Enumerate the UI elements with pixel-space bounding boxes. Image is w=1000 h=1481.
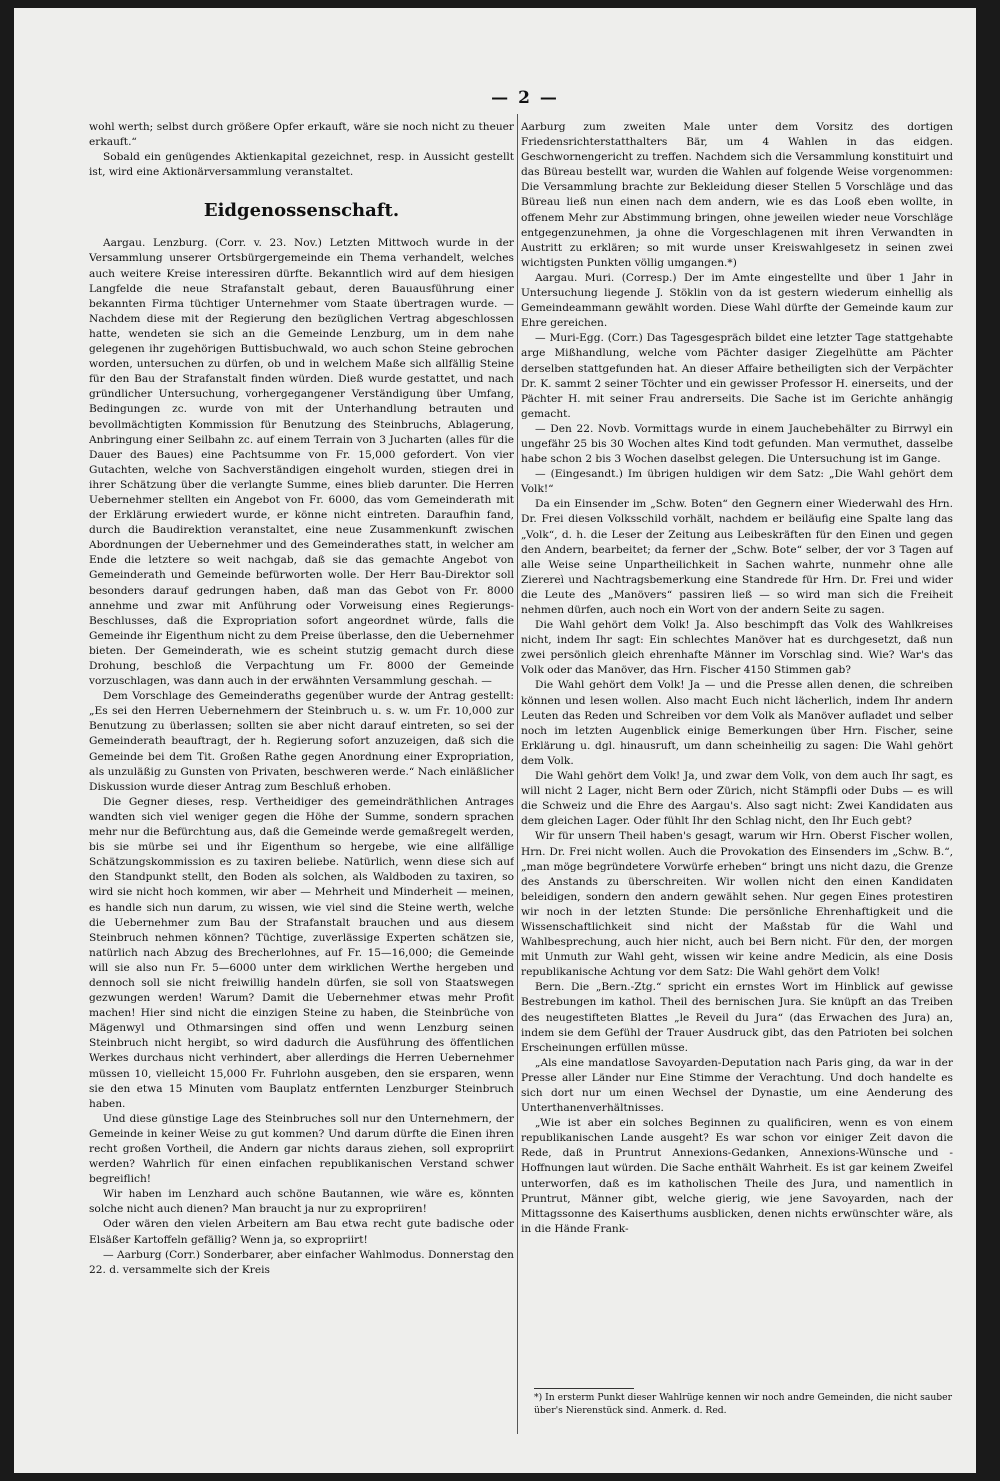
article-paragraph: „Wie ist aber ein solches Beginnen zu qualificiren, wenn es von einem republikanischen Lande ausgeht? Es war schon vor einiger Zeit davon die Rede, daß in Pruntrut Annexions-Gedanken, Annexions-Wünsche und -Hoffnungen laut würden. Die Sache enthält Wahrheit. Es ist gar keinem Zweifel unterworfen, daß es im katholischen Theile des Jura, und namentlich in Pruntrut, Männer gibt, welche gierig, wie jene Savoyarden, nach der Mittagssonne des Kaiserthums ausblicken, denen nichts erwünschter wäre, als in die Hände Frank- (521, 1117, 953, 1235)
article-paragraph: — Den 22. Novb. Vormittags wurde in einem Jauchebehälter zu Birrwyl ein ungefähr 25 bis 30 Wochen altes Kind todt gefunden. Man vermuthet, dasselbe habe schon 2 bis 3 Wochen daselbst gelegen. Die Untersuchung ist im Gange. (521, 422, 953, 466)
article-paragraph: Aargau. Lenzburg. (Corr. v. 23. Nov.) Letzten Mittwoch wurde in der Versammlung unserer Ortsbürgergemeinde ein Thema verhandelt, welches auch weitere Kreise interessiren dürfte. Bekanntlich wird auf dem hiesigen Langfelde die neue Strafanstalt gebaut, deren Bauausführung einer bekannten Firma tüchtiger Unternehmer vom Staate übertragen wurde. — Nachdem diese mit der Regierung den bezüglichen Vertrag abgeschlossen hatte, wendeten sie sich an die Gemeinde Lenzburg, um in dem nahe gelegenen ihr zugehörigen Buttisbuchwald, wo auch schon Steine gebrochen worden, untersuchen zu dürfen, ob und in welchem Maße sich allfällig Steine für den Bau der Strafanstalt finden würden. Dieß wurde gestattet, und nach gründlicher Untersuchung, vorhergegangener Verständigung über Umfang, Bedingungen zc. wurde von mit der Unterhandlung betrauten und bevollmächtigten Kommission für Benutzung des Steinbruchs, Ablagerung, Anbringung einer Seilbahn zc. auf einem Terrain von 3 Jucharten (alles für die Dauer des Baues) eine Pachtsumme von Fr. 15,000 gefordert. Von vier Gutachten, welche von Sachverständigen eingeholt wurden, stiegen drei in ihrer Schätzung über die verlangte Summe, eines blieb darunter. Die Herren Uebernehmer stellten ein Angebot von Fr. 6000, das vom Gemeinderath mit der Erklärung erwiedert wurde, er könne nicht eintreten. Daraufhin fand, durch die Baudirektion veranstaltet, eine neue Zusammenkunft zwischen Abordnungen der Uebernehmer und des Gemeinderathes statt, in welcher am Ende die letztere so weit nachgab, daß sie das gemachte Angebot von Gemeinderath und Gemeinde befürworten wolle. Der Herr Bau-Direktor soll besonders darauf gedrungen haben, daß man das Gebot von Fr. 8000 annehme und zwar mit Anführung oder Vorweisung eines Regierungs-Beschlusses, daß die Expropriation sofort angeordnet würde, falls die Gemeinde ihr Eigenthum nicht zu dem Preise überlasse, den die Uebernehmer bieten. Der Gemeinderath, wie es scheint stutzig gemacht durch diese Drohung, beschloß die Verpachtung um Fr. 8000 der Gemeinde vorzuschlagen, was dann auch in der erwähnten Versammlung geschah. — (89, 237, 514, 688)
article-paragraph: Aargau. Muri. (Corresp.) Der im Amte eingestellte und über 1 Jahr in Untersuchung liegende J. Stöklin von da ist gestern wiederum einhellig als Gemeindeammann gewählt worden. Diese Wahl dürfte der Gemeinde kaum zur Ehre gereichen. (521, 271, 953, 330)
footnote-text: *) In ersterm Punkt dieser Wahlrüge kennen wir noch andre Gemeinden, die nicht sauber über's Nierenstück sind. (534, 1392, 952, 1416)
article-paragraph: Die Wahl gehört dem Volk! Ja, und zwar dem Volk, von dem auch Ihr sagt, es will nicht 2 Lager, nicht Bern oder Zürich, nicht Stämpfli oder Dubs — es will die Schweiz und die Ehre des Aargau's. Also sagt nicht: Zwei Kandidaten aus dem gleichen Lager. Oder fühlt Ihr den Schlag nicht, den Ihr Euch gebt? (521, 770, 953, 828)
article-paragraph: Aarburg zum zweiten Male unter dem Vorsitz des dortigen Friedensrichterstatthalters Bär, um 4 Wahlen in das eidgen. Geschwornengericht zu treffen. Nachdem sich die Versammlung konstituirt und das Büreau bestellt war, wurden die Wahlen auf folgende Weise vorgenommen: Die Versammlung brachte zur Bekleidung dieser Stellen 5 Vorschläge und das Büreau ließ nun einen nach dem andern, wie es das Looß eben wollte, in offenem Mehr zur Abstimmung bringen, ohne jeweilen wieder neue Vorschläge entgegenzunehmen, ja ohne die Vorgeschlagenen mit ihren Verwandten in Austritt zu erklären; so mit wurde unser Kreiswahlgesetz in seinen zwei wichtigsten Punkten völlig umgangen.*) (521, 121, 953, 269)
column-divider (517, 114, 518, 1434)
article-paragraph: Die Gegner dieses, resp. Vertheidiger des gemeindräthlichen Antrages wandten sich viel weniger gegen die Höhe der Summe, sondern sprachen mehr nur die Befürchtung aus, daß die Gemeinde werde gemaßregelt werden, bis sie mürbe sei und ihr Eigenthum so hergebe, wie eine allfällige Schätzungskommission es zu taxiren beliebe. Natürlich, wenn diese sich auf den Standpunkt stellt, den Boden als solchen, als Waldboden zu taxiren, so wird sie nicht hoch kommen, wir aber — Mehrheit und Minderheit — meinen, es handle sich nun darum, zu wissen, wie viel sind die Steine werth, welche die Uebernehmer zum Bau der Strafanstalt brauchen und aus diesem Steinbruch nehmen können? Tüchtige, zuverlässige Experten schätzen sie, natürlich nach Abzug des Brecherlohnes, auf Fr. 15—16,000; die Gemeinde will sie also nun Fr. 5—6000 unter dem wirklichen Werthe hergeben und dennoch soll sie nicht freiwillig handeln dürfen, sie soll von Staatswegen gezwungen werden! Warum? Damit die Uebernehmer etwas mehr Profit machen! Hier sind nicht die einzigen Steine zu haben, die Steinbrüche von Mägenwyl und Othmarsingen sind offen und wenn Lenzburg seinen Steinbruch nicht hergibt, so wird dadurch die Ausführung des öffentlichen Werkes durchaus nicht verhindert, aber allerdings die Herren Uebernehmer müssen 10, vielleicht 15,000 Fr. Fuhrlohn ausgeben, den sie ersparen, wenn sie den etwa 15 Minuten vom Bauplatz entfernten Lenzburger Steinbruch haben. (89, 795, 514, 1110)
article-paragraph: Wir haben im Lenzhard auch schöne Bautannen, wie wäre es, könnten solche nicht auch dienen? Man braucht ja nur zu expropriiren! (89, 1188, 514, 1216)
newspaper-page (14, 8, 976, 1473)
footnote (534, 1391, 952, 1417)
article-paragraph: Dem Vorschlage des Gemeinderaths gegenüber wurde der Antrag gestellt: „Es sei den Herren Uebernehmern der Steinbruch u. s. w. um Fr. 10,000 zur Benutzung zu überlassen; sollten sie aber nicht darauf eintreten, so sei der Gemeinderath beauftragt, der h. Regierung sofort anzuzeigen, daß sich die Gemeinde bei dem Tit. Großen Rathe gegen Anordnung einer Expropriation, als unzuläßig zu Gunsten von Privaten, beschweren werde.“ Nach einläßlicher Diskussion wurde dieser Antrag zum Beschluß erhoben. (89, 690, 514, 793)
article-paragraph: Wir für unsern Theil haben's gesagt, warum wir Hrn. Oberst Fischer wollen, Hrn. Dr. Frei nicht wollen. Auch die Provokation des Einsenders im „Schw. B.“, „man möge begründetere Vorwürfe erheben“ bringt uns nicht dazu, die Grenze des Anstands zu überschreiten. Wir wollen nicht den einen Kandidaten beleidigen, sondern den andern gewählt sehen. Nur gegen Eines protestiren wir noch in der letzten Stunde: Die persönliche Ehrenhaftigkeit und die Wissenschaftlichkeit sind nicht der Maßstab für die Wahl und Wahlbesprechung, auch hier nicht, auch bei Bern nicht. Für den, der morgen mit Unmuth zur Wahl geht, wissen wir keine andre Medicin, als eine Dosis republikanische Achtung vor dem Satz: Die Wahl gehört dem Volk! (521, 830, 953, 979)
article-paragraph: Bern. Die „Bern.-Ztg.“ spricht ein ernstes Wort im Hinblick auf gewisse Bestrebungen im kathol. Theil des bernischen Jura. Sie knüpft an das Treiben des neugestifteten Blattes „le Reveil du Jura“ (das Erwachen des Jura) an, indem sie dem Gefühl der Trauer Ausdruck gibt, das den Patrioten bei solchen Erscheinungen erfüllen müsse. (521, 981, 953, 1054)
intro-lines: wohl werth; selbst durch größere Opfer erkauft, wäre sie noch nicht zu theuer erkauft.“ (89, 121, 514, 149)
article-paragraph: — Muri-Egg. (Corr.) Das Tagesgespräch bildet eine letzter Tage stattgehabte arge Mißhandlung, welche vom Pächter dasiger Ziegelhütte am Pächter derselben stattgefunden hat. An dieser Affaire betheiligten sich der Verpächter Dr. K. sammt 2 seiner Töchter und ein gewisser Professor H. einerseits, und der Pächter H. mit seiner Frau andrerseits. Die Sache ist im Gerichte anhängig gemacht. (521, 332, 953, 420)
article-paragraph: — (Eingesandt.) Im übrigen huldigen wir dem Satz: „Die Wahl gehört dem Volk!“ (521, 468, 953, 496)
article-paragraph: — Aarburg (Corr.) Sonderbarer, aber einfacher Wahlmodus. Donnerstag den 22. d. versammelte sich der Kreis (89, 1248, 514, 1276)
section-title: Eidgenossenschaft. (203, 200, 400, 222)
intro-paragraph: Sobald ein genügendes Aktienkapital gezeichnet, resp. in Aussicht gestellt ist, wird eine Aktionärversammlung veranstaltet. (89, 151, 514, 179)
article-paragraph: Und diese günstige Lage des Steinbruches soll nur den Unternehmern, der Gemeinde in keiner Weise zu gut kommen? Und darum dürfte die Einen ihren recht großen Vortheil, die Andern gar nichts daraus ziehen, soll expropriirt werden? Wahrlich für einen einfachen republikanischen Verstand schwer begreiflich! (89, 1112, 514, 1186)
article-paragraph: Die Wahl gehört dem Volk! Ja. Also beschimpft das Volk des Wahlkreises nicht, indem Ihr sagt: Ein schlechtes Manöver hat es durchgesetzt, daß nun zwei persönlich gleich ehrenhafte Männer im Vorschlag sind. Wie? War's das Volk oder das Manöver, das Hrn. Fischer 4150 Stimmen gab? (521, 619, 953, 677)
article-paragraph: Die Wahl gehört dem Volk! Ja — und die Presse allen denen, die schreiben können und lesen wollen. Also macht Euch nicht lächerlich, indem Ihr andern Leuten das Reden und Schreiben vor dem Volk als Manöver aufladet und selber noch im letzten Augenblick einige Bemerkungen über Hrn. Fischer, seine Erklärung u. dgl. hinausruft, um dann scheinheilig zu sagen: Die Wahl gehört dem Volk. (521, 679, 953, 767)
page-number: — 2 — (491, 88, 559, 108)
left-column (89, 120, 514, 1436)
article-paragraph: Da ein Einsender im „Schw. Boten“ den Gegnern einer Wiederwahl des Hrn. Dr. Frei diesen Volksschild vorhält, nachdem er beiläufig eine Spalte lang das „Volk“, d. h. die Leser der Zeitung aus Leibeskräften für den Einen und gegen den Andern, bearbeitet; da ferner der „Schw. Bote“ selber, der vor 3 Tagen auf alle Weise seine Unpartheilichkeit in Sachen wahrte, nunmehr ohne alle Zierereì und Nachtragsbemerkung eine Standrede für Hrn. Dr. Frei und wider die Leute des „Manövers“ passiren ließ — so wird man sich die Freiheit nehmen dürfen, auch noch ein Wort von der andern Seite zu sagen. (521, 498, 953, 616)
right-column (521, 120, 953, 1436)
footnote-rule (534, 1388, 634, 1389)
article-paragraph: „Als eine mandatlose Savoyarden-Deputation nach Paris ging, da war in der Presse aller Länder nur Eine Stimme der Verachtung. Und doch handelte es sich dort nur um einen Wechsel der Dynastie, um eine Aenderung des Unterthanenverhältnisses. (521, 1056, 953, 1115)
footnote-signature: Anmerk. d. Red. (651, 1405, 727, 1416)
article-paragraph: Oder wären den vielen Arbeitern am Bau etwa recht gute badische oder Elsäßer Kartoffeln gefällig? Wenn ja, so expropriirt! (89, 1218, 514, 1246)
